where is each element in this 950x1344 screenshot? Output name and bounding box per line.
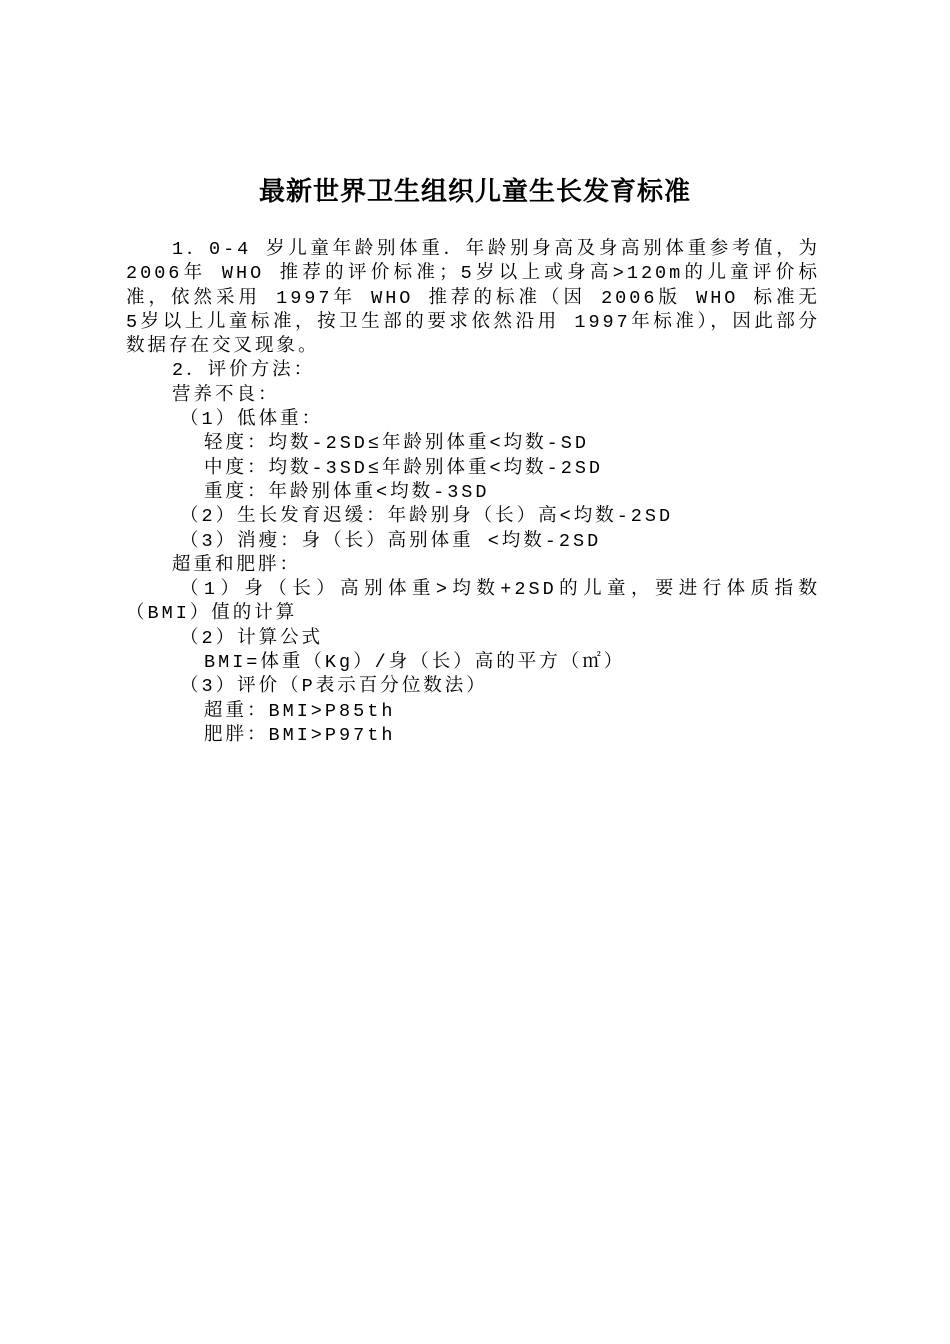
overweight-item-2: （2）计算公式	[180, 627, 324, 649]
malnutrition-heading: 营养不良：	[172, 384, 280, 406]
overweight-item-3: （3）评价（P表示百分位数法）	[180, 676, 488, 698]
document-body	[126, 238, 820, 748]
bmi-formula: BMI=体重（Kg）/身（长）高的平方（㎡）	[204, 652, 626, 674]
stunting-criterion: （2）生长发育迟缓：年龄别身（长）高<均数-2SD	[180, 506, 674, 528]
obese-criterion: 肥胖：BMI>P97th	[204, 724, 396, 746]
document-title: 最新世界卫生组织儿童生长发育标准	[258, 177, 691, 207]
wasting-criterion: （3）消瘦：身（长）高别体重 <均数-2SD	[180, 530, 602, 552]
overweight-criterion: 超重：BMI>P85th	[204, 700, 396, 722]
underweight-severe: 重度：年龄别体重<均数-3SD	[204, 481, 490, 503]
evaluation-method-heading: 2．评价方法：	[172, 360, 316, 382]
overweight-item-1: （1）身（长）高别体重>均数+2SD的儿童，要进行体质指数（BMI）值的计算	[126, 579, 820, 625]
overweight-obesity-heading: 超重和肥胖：	[172, 554, 302, 576]
paragraph-who-standard: 1．0-4 岁儿童年龄别体重．年龄别身高及身高别体重参考值，为 2006年 WHO 推荐的评价标准；5岁以上或身高>120m的儿童评价标准，依然采用 1997年 WHO 推荐的标准（因 2006版 WHO 标准无 5岁以上儿童标准，按卫生部的要求依然沿用 1997年标准），因此部分数据存在交叉现象。	[126, 239, 820, 358]
underweight-moderate: 中度：均数-3SD≤年龄别体重<均数-2SD	[204, 457, 604, 479]
underweight-heading: （1）低体重：	[180, 409, 324, 431]
underweight-mild: 轻度：均数-2SD≤年龄别体重<均数-SD	[204, 433, 589, 455]
